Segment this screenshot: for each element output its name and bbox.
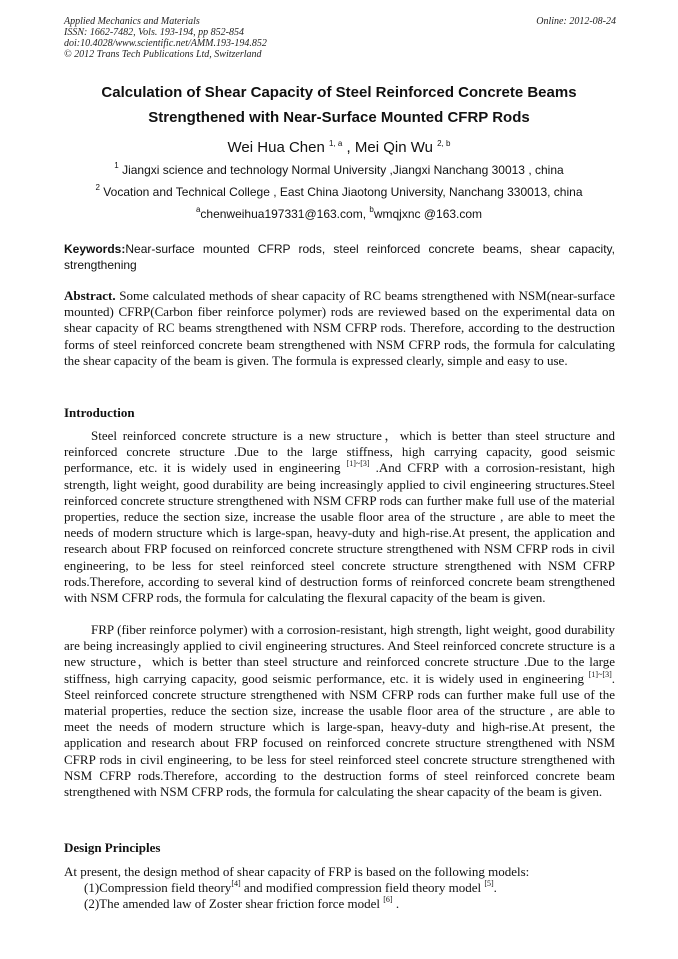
intro-p2-citation: [1]~[3] xyxy=(588,669,612,679)
paper-title xyxy=(40,80,638,130)
introduction-heading: Introduction xyxy=(64,405,135,420)
affiliation-1 xyxy=(40,162,638,178)
title-line-1: Calculation of Shear Capacity of Steel Reinforced Concrete Beams xyxy=(101,84,577,101)
affiliation-1-mark: 1 xyxy=(114,161,119,170)
author-separator: , xyxy=(342,139,355,156)
design-item-1 xyxy=(64,880,615,896)
design-item-2 xyxy=(64,896,615,912)
introduction-paragraph-1 xyxy=(64,428,615,606)
journal-header xyxy=(64,16,616,60)
email-a: chenweihua197331@163.com, xyxy=(200,207,367,221)
abstract-text: Some calculated methods of shear capacity of RC beams strengthened with NSM(near-surface mounted) CFRP(Carbon fiber reinforce polymer) rods are reviewed based on the experimental data on shear capacity of RC beams strengthened with NSM CFRP rods. Therefore, according to the destruction forms of steel reinforced concrete beam strengthened with NSM CFRP rods, the formula for calculating the shear capacity of the beam is given. The formula is expressed clearly, simple and easy to use. xyxy=(64,288,615,368)
intro-p1-citation: [1]~[3] xyxy=(346,459,370,469)
design-principles-heading: Design Principles xyxy=(64,840,161,855)
author-2-name: Mei Qin Wu xyxy=(354,139,433,156)
journal-name: Applied Mechanics and Materials xyxy=(64,16,200,27)
author-2-affil-mark: 2, b xyxy=(437,139,451,148)
abstract-label: Abstract. xyxy=(64,288,116,303)
design-item-2-text-a: (2)The amended law of Zoster shear friction force model xyxy=(84,896,384,912)
keywords xyxy=(64,241,615,273)
design-item-1-text-a: (1)Compression field theory xyxy=(84,880,232,896)
design-item-1-text-b: and modified compression field theory model xyxy=(240,880,485,896)
email-b: wmqjxnc @163.com xyxy=(373,207,483,221)
copyright-line: © 2012 Trans Tech Publications Ltd, Switzerland xyxy=(64,49,262,60)
author-1-name: Wei Hua Chen xyxy=(227,139,325,156)
issn-line: ISSN: 1662-7482, Vols. 193-194, pp 852-854 xyxy=(64,27,244,38)
intro-p1-text-a: Steel reinforced concrete structure is a new structure，which is better than steel structure and reinforced concrete structure .Due to the large stiffness, high carrying capacity, good seismic performance, etc. it is widely used in engineering xyxy=(64,428,615,476)
introduction-paragraph-2 xyxy=(64,622,615,800)
design-intro: At present, the design method of shear capacity of FRP is based on the following models: xyxy=(64,864,530,879)
doi-line: doi:10.4028/www.scientific.net/AMM.193-194.852 xyxy=(64,38,267,49)
affiliation-2 xyxy=(40,184,638,200)
keywords-label: Keywords: xyxy=(64,242,126,256)
design-principles-body xyxy=(64,864,615,913)
affiliation-1-text: Jiangxi science and technology Normal University ,Jiangxi Nanchang 30013 , china xyxy=(122,163,564,177)
abstract xyxy=(64,288,615,369)
design-item-1-citation-2: [5] xyxy=(484,879,494,889)
affiliation-2-text: Vocation and Technical College , East China Jiaotong University, Nanchang 330013, china xyxy=(103,185,583,199)
design-item-1-citation-1: [4] xyxy=(231,879,241,889)
email-a-mark: a xyxy=(195,205,201,214)
online-date: Online: 2012-08-24 xyxy=(536,16,616,27)
affiliation-2-mark: 2 xyxy=(95,183,100,192)
email-b-mark: b xyxy=(369,205,374,214)
design-item-2-citation: [6] xyxy=(383,895,393,905)
intro-p2-text-b: . Steel reinforced concrete structure strengthened with NSM CFRP rods can further make full use of the material properties, reduce the section size, increase the usable floor area of the structure , are able to meet the needs of modern structure which is large-span, heavy-duty and high-rise.At present, the application and research about FRP focused on reinforced concrete structure strengthened with NSM CFRP rods in civil engineering, to be less for steel reinforced steel concrete structure strengthened with NSM CFRP rods.Therefore, according to the destruction forms of steel reinforced concrete beam strengthened with NSM CFRP rods, the formula for calculating the shear capacity of the beam is given. xyxy=(64,670,615,800)
design-item-1-text-c: . xyxy=(493,880,497,896)
intro-p2-text-a: FRP (fiber reinforce polymer) with a corrosion-resistant, high strength, light weight, good durability are being increasingly applied to civil engineering structures. And Steel reinforced concrete structure is a new structure，which is better than steel structure and reinforced concrete structure .Due to the large stiffness, high carrying capacity, good seismic performance, etc. it is widely used in engineering xyxy=(64,622,615,686)
author-emails xyxy=(40,206,638,222)
intro-p1-text-b: .And CFRP with a corrosion-resistant, high strength, light weight, good durability are being increasingly applied to civil engineering structures.Steel reinforced concrete structure strengthened with NSM CFRP rods can further make full use of the material properties, reduce the section size, increase the usable floor area of the structure , are able to meet the needs of modern structure which is large-span, heavy-duty and high-rise.At present, the application and research about FRP focused on reinforced concrete structure strengthened with NSM CFRP rods in civil engineering, to be less for steel reinforced steel concrete structure strengthened with NSM CFRP rods.Therefore, according to several kind of destruction forms of reinforced concrete beam strengthened with NSM CFRP rods, the formula for calculating the flexural capacity of the beam is given. xyxy=(64,460,616,606)
title-line-2: Strengthened with Near-Surface Mounted CFRP Rods xyxy=(148,109,530,126)
author-list xyxy=(40,138,638,158)
design-item-2-text-b: . xyxy=(392,896,400,912)
author-1-affil-mark: 1, a xyxy=(329,139,343,148)
keywords-text: Near-surface mounted CFRP rods, steel reinforced concrete beams, shear capacity, strengthening xyxy=(64,242,615,272)
